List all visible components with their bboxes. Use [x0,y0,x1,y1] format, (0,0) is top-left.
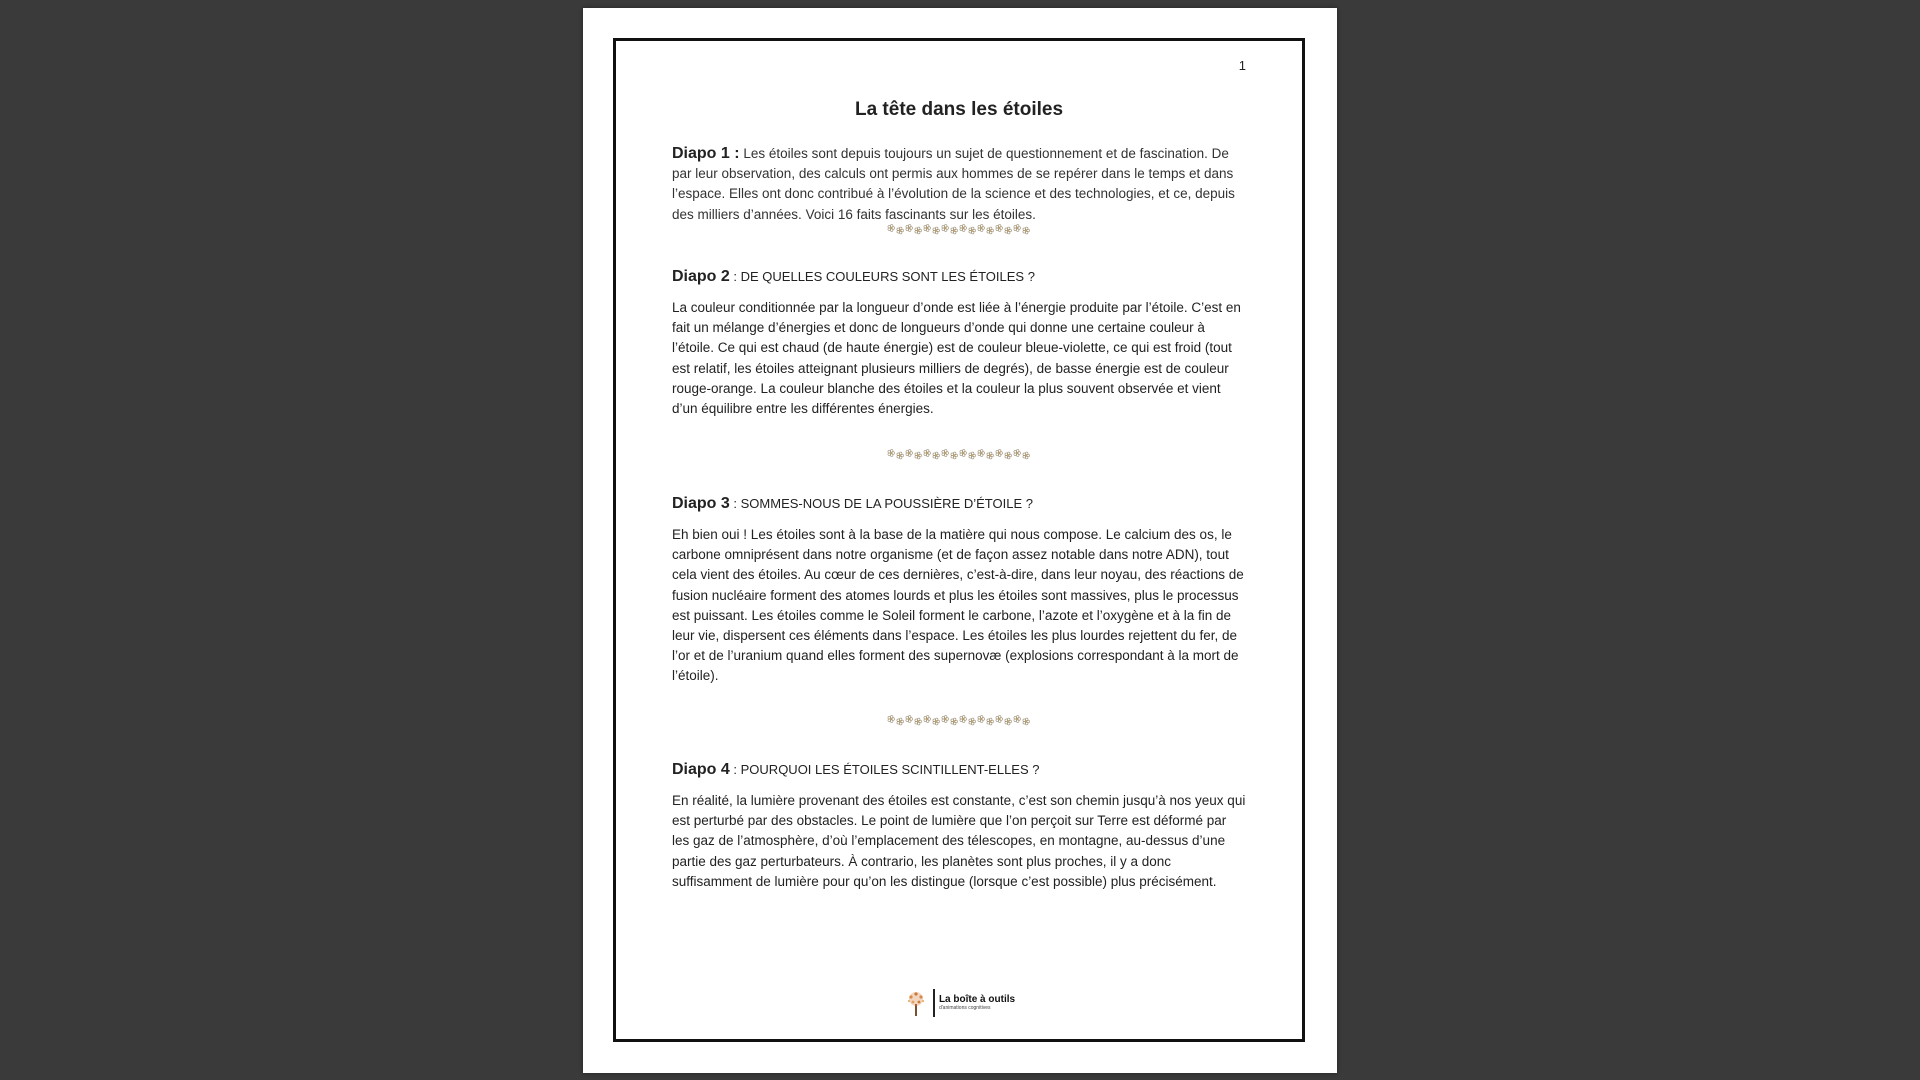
flower-mark [960,450,967,457]
flower-mark [996,716,1003,723]
logo-subtitle: d'animations cognitives [938,1005,991,1011]
flower-mark [996,450,1003,457]
section-diapo-4 [672,760,1247,892]
flower-mark [924,450,931,457]
logo-text [939,995,1015,1011]
logo-divider [933,989,935,1017]
flower-mark [996,225,1003,232]
document-page [583,8,1337,1073]
page-number: 1 [1238,58,1246,73]
star-divider-icon [886,447,1032,461]
diapo-1-label: Diapo 1 : [672,145,740,162]
diapo-3-heading [672,494,1247,514]
flower-mark [978,716,985,723]
flower-mark [969,227,976,234]
flower-mark [969,718,976,725]
flower-mark [987,718,994,725]
star-divider-3 [616,713,1302,729]
diapo-3-label: Diapo 3 [672,495,730,512]
section-diapo-3 [672,494,1247,687]
flower-mark [1023,452,1030,459]
flower-mark [888,716,895,723]
flower-mark [978,450,985,457]
diapo-2-question: : DE QUELLES COULEURS SONT LES ÉTOILES ? [729,269,1035,284]
flower-mark [924,225,931,232]
diapo-4-text: En réalité, la lumière provenant des étoiles est constante, c’est son chemin jusqu’à nos yeux qui est perturbé par des obstacles. Le point de lumière que l’on perçoit sur Terre est déformé par les gaz de l’atmosphère, d’où l’emplacement des télescopes, en montagne, au-dessus d’une partie des gaz perturbateurs. À contrario, les planètes sont plus proches, il y a donc suffisamment de lumière pour qu’on les distingue (lorsque c’est possible) plus précisément. [672,793,1246,889]
flower-mark [897,227,904,234]
flower-mark [1023,718,1030,725]
flower-mark [960,225,967,232]
diapo-4-label: Diapo 4 [672,761,730,778]
flower-mark [987,452,994,459]
flower-mark [933,718,940,725]
flower-mark [897,718,904,725]
flower-mark [933,452,940,459]
flower-mark [987,227,994,234]
flower-mark [1005,227,1012,234]
logo-name: La boîte à outils [938,994,1016,1005]
diapo-1-paragraph [672,144,1247,225]
flower-mark [888,450,895,457]
flower-mark [1014,716,1021,723]
flower-mark [888,225,895,232]
publisher-logo [616,988,1302,1018]
flower-mark [915,452,922,459]
tree-icon [903,988,929,1018]
page-border-frame [613,38,1305,1042]
star-divider-1 [616,222,1302,238]
diapo-2-heading [672,267,1247,287]
flower-mark [906,716,913,723]
diapo-3-question: : SOMMES-NOUS DE LA POUSSIÈRE D’ÉTOILE ? [729,496,1033,511]
diapo-4-heading [672,760,1247,780]
flower-mark [924,716,931,723]
section-diapo-1 [672,144,1247,225]
flower-mark [906,225,913,232]
flower-mark [915,227,922,234]
flower-mark [897,452,904,459]
diapo-3-text: Eh bien oui ! Les étoiles sont à la base de la matière qui nous compose. Le calcium des os, le carbone omniprésent dans notre organisme (et de façon assez notable dans notre ADN), tout cela vient des étoiles. Au cœur de ces dernières, c’est-à-dire, dans leur noyau, des réactions de fusion nucléaire forment des atomes lourds et plus les étoiles sont massives, plus le processus est puissant. Les étoiles comme le Soleil forment le carbone, l’azote et l’oxygène et à la fin de leur vie, dispersent ces éléments dans l’espace. Les étoiles les plus lourdes rejettent du fer, de l’or et de l’uranium quand elles forment des supernovæ (explosions correspondant à la mort de l’étoile). [672,527,1244,684]
star-divider-icon [886,222,1032,236]
flower-mark [978,225,985,232]
diapo-2-label: Diapo 2 [672,268,730,285]
flower-mark [1023,227,1030,234]
diapo-4-question: : POURQUOI LES ÉTOILES SCINTILLENT-ELLES ? [729,762,1040,777]
flower-mark [969,452,976,459]
flower-mark [960,716,967,723]
section-diapo-2 [672,267,1247,419]
star-divider-icon [886,713,1032,727]
flower-mark [942,225,949,232]
flower-mark [942,450,949,457]
diapo-2-text: La couleur conditionnée par la longueur d’onde est liée à l’énergie produite par l’étoile. C’est en fait un mélange d’énergies et donc de longueurs d’onde qui donne une certaine couleur à l’étoile. Ce qui est chaud (de haute énergie) est de couleur bleue-violette, ce qui est froid (tout est relatif, les étoiles atteignant plusieurs milliers de degrés), de basse énergie est de couleur rouge-orange. La couleur blanche des étoiles et la couleur la plus souvent observée et vient d’un équilibre entre les différentes énergies. [672,300,1241,417]
document-title: La tête dans les étoiles [854,99,1064,120]
flower-mark [951,452,958,459]
flower-mark [951,227,958,234]
flower-mark [1014,225,1021,232]
flower-mark [1014,450,1021,457]
flower-mark [933,227,940,234]
flower-mark [1005,718,1012,725]
flower-mark [906,450,913,457]
flower-mark [942,716,949,723]
star-divider-2 [616,447,1302,463]
flower-mark [915,718,922,725]
flower-mark [951,718,958,725]
flower-mark [1005,452,1012,459]
diapo-1-text: Les étoiles sont depuis toujours un sujet de questionnement et de fascination. De par leur observation, des calculs ont permis aux hommes de se repérer dans le temps et dans l’espace. Elles ont donc contribué à l’évolution de la science et des technologies, et ce, depuis des milliers d’années. Voici 16 faits fascinants sur les étoiles. [672,146,1235,222]
